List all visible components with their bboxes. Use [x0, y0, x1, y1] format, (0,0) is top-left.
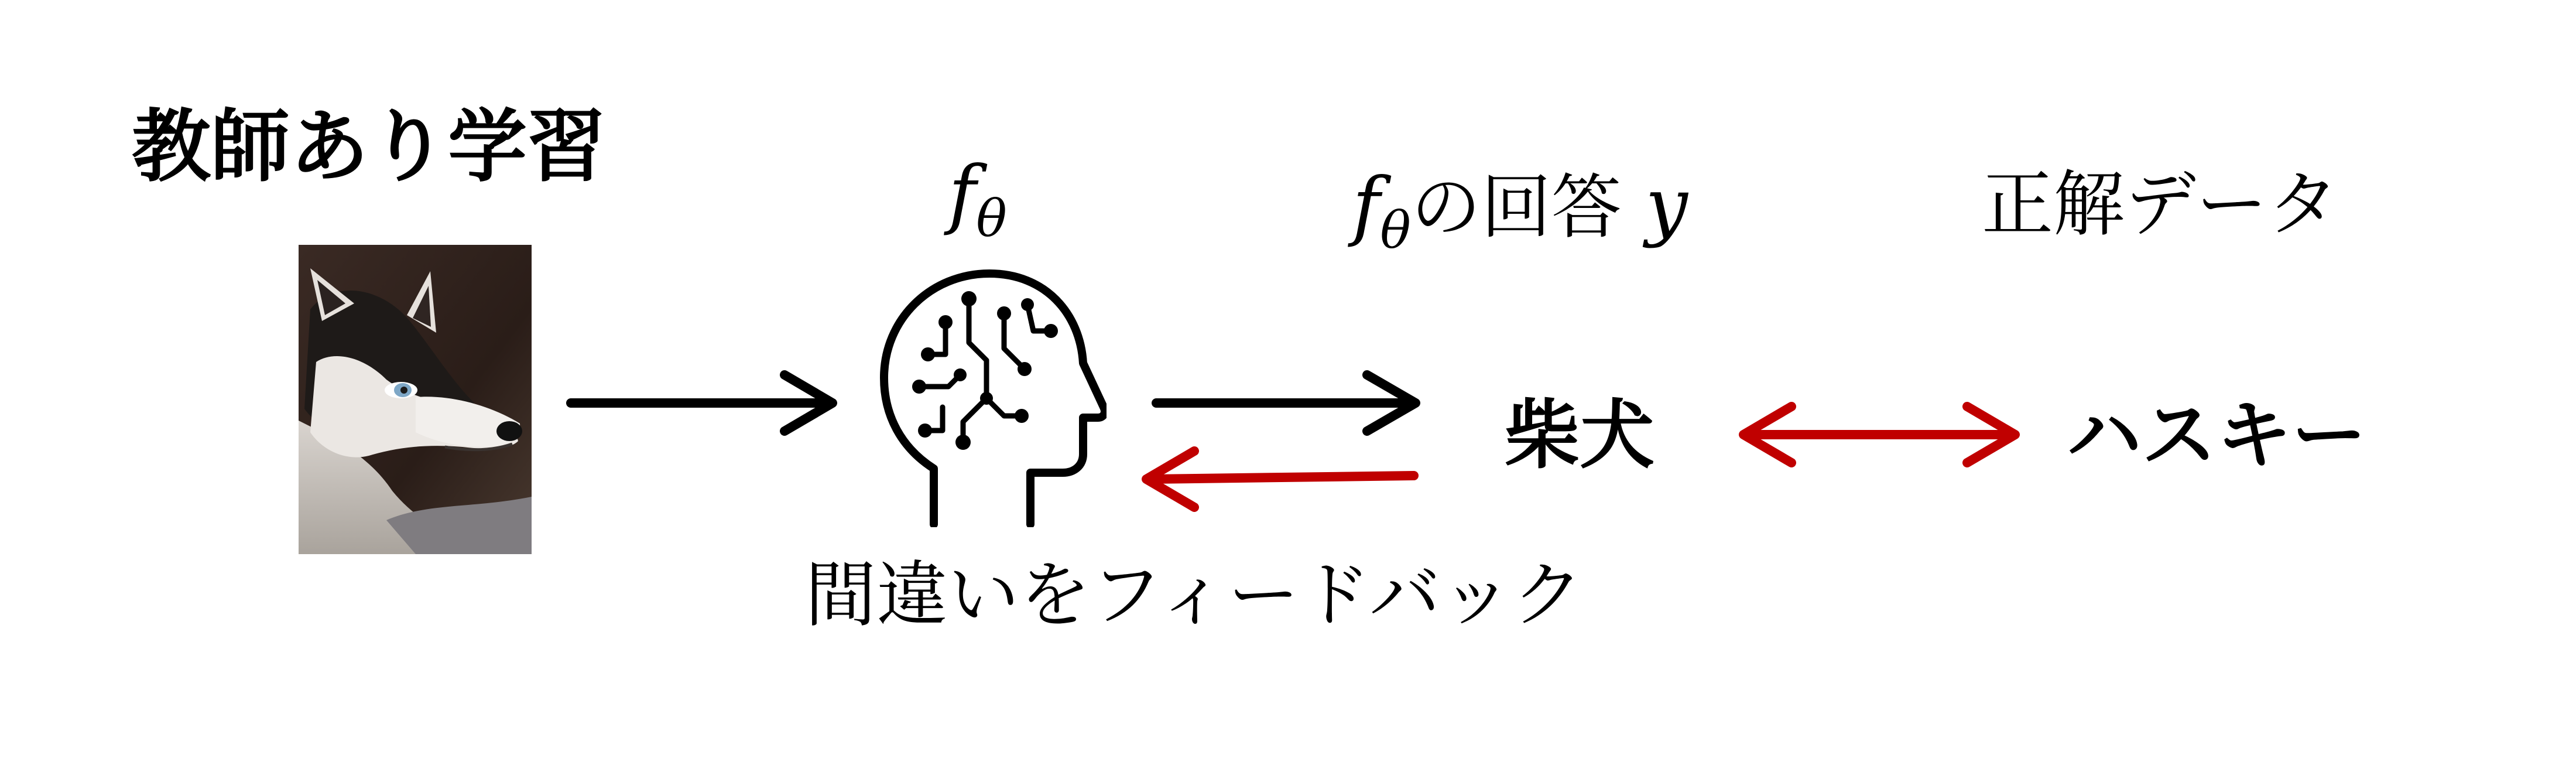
truth-header: 正解データ: [1982, 163, 2339, 246]
ground-truth-label: ハスキー: [2067, 392, 2367, 479]
model-symbol: f: [948, 151, 977, 238]
feedback-caption: 間違いをフィードバック: [805, 554, 1584, 637]
answer-header: [1352, 162, 1688, 260]
feedback-arrow: [1146, 451, 1414, 507]
arrow-input-to-model: [571, 375, 833, 431]
brain-circuit-head-icon: [878, 267, 1107, 527]
answer-symbol: f: [1352, 162, 1381, 250]
husky-photo: [299, 245, 532, 554]
answer-variable: y: [1645, 162, 1688, 250]
answer-header-text: の回答: [1410, 167, 1622, 248]
answer-subscript: θ: [1380, 200, 1411, 260]
prediction-label: 柴犬: [1505, 392, 1655, 479]
model-subscript: θ: [976, 188, 1007, 248]
arrow-model-to-answer: [1156, 375, 1416, 431]
model-label: [948, 151, 1007, 248]
diagram-title: 教師あり学習: [132, 101, 606, 193]
compare-double-arrow: [1743, 407, 2015, 463]
